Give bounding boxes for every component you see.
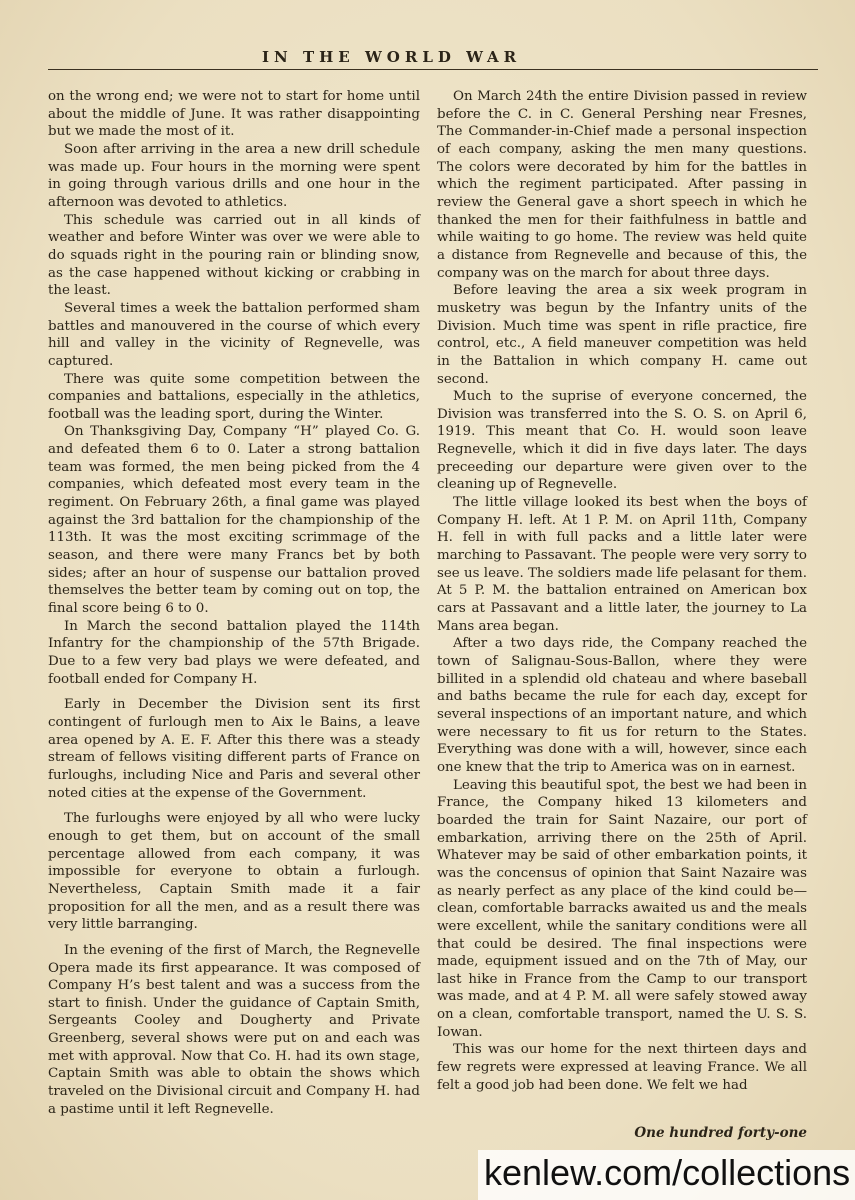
header-rule (48, 69, 818, 70)
paragraph: This schedule was carried out in all kinds of weather and before Winter was over we were able to do squads right in the pouring rain or blinding snow, as the case happened without kicking or crabbing in the least. (48, 212, 420, 299)
page-number-label: One hundred forty-one (634, 1125, 807, 1141)
paragraph: on the wrong end; we were not to start for home until about the middle of June. It was rather disappointing but we made the most of it. (48, 89, 420, 140)
left-column (48, 88, 420, 1118)
right-column (437, 88, 807, 1094)
paragraph: There was quite some competition between the companies and battalions, especially in the athletics, football was the leading sport, during the Winter. (48, 371, 420, 422)
paragraph: This was our home for the next thirteen days and few regrets were expressed at leaving France. We all felt a good job had been done. We felt we had (437, 1042, 807, 1093)
paragraph: After a two days ride, the Company reached the town of Salignau-Sous-Ballon, where they were billited in a splendid old chateau and where baseball and baths became the rule for each day, except for several inspections of an important nature, and which were necessary to fit us for return to the States. Everything was done with a will, however, since each one knew that the trip to America was on in earnest. (437, 636, 807, 775)
watermark: kenlew.com/collections (478, 1150, 855, 1200)
paragraph: Leaving this beautiful spot, the best we had been in France, the Company hiked 13 kilometers and boarded the train for Saint Nazaire, our port of embarkation, arriving there on the 25th of April. Whatever may be said of other embarkation points, it was the concensus of opinion that Saint Nazaire was as nearly perfect as any place of the kind could be—clean, comfortable barracks awaited us and the meals were excellent, while the sanitary conditions were all that could be desired. The final inspections were made, equipment issued and on the 7th of May, our last hike in France from the Camp to our transport was made, and at 4 P. M. all were safely stowed away on a clean, comfortable transport, named the U. S. S. Iowan. (437, 777, 807, 1040)
paragraph: On March 24th the entire Division passed in review before the C. in C. General Pershing near Fresnes, The Commander-in-Chief made a personal inspection of each company, asking the men many questions. The colors were decorated by him for the battles in which the regiment participated. After passing in review the General gave a short speech in which he thanked the men for their faithfulness in battle and while waiting to go home. The review was held quite a distance from Regnevelle and because of this, the company was on the march for about three days. (437, 89, 807, 281)
paragraph: The furloughs were enjoyed by all who were lucky enough to get them, but on account of the small percentage allowed from each company, it was impossible for everyone to obtain a furlough. Nevertheless, Captain Smith made it a fair proposition for all the men, and as a result there was very little barranging. (48, 811, 420, 933)
paragraph: Much to the suprise of everyone concerned, the Division was transferred into the S. O. S. on April 6, 1919. This meant that Co. H. would soon leave Regnevelle, which it did in five days later. The days preceeding our departure were given over to the cleaning up of Regnevelle. (437, 389, 807, 493)
paragraph: Before leaving the area a six week program in musketry was begun by the Infantry units of the Division. Much time was spent in rifle practice, fire control, etc., A field maneuver competition was held in the Battalion in which company H. came out second. (437, 283, 807, 387)
paragraph: The little village looked its best when the boys of Company H. left. At 1 P. M. on April 11th, Company H. fell in with full packs and a little later were marching to Passavant. The people were very sorry to see us leave. The soldiers made life pelasant for them. At 5 P. M. the battalion entrained on American box cars at Passavant and a little later, the journey to La Mans area began. (437, 495, 807, 634)
paragraph: In the evening of the first of March, the Regnevelle Opera made its first appearance. It was composed of Company H’s best talent and was a success from the start to finish. Under the guidance of Captain Smith, Sergeants Cooley and Dougherty and Private Greenberg, several shows were put on and each was met with approval. Now that Co. H. had its own stage, Captain Smith was able to obtain the shows which traveled on the Divisional circuit and Company H. had a pastime until it left Regnevelle. (48, 942, 420, 1117)
paragraph: On Thanksgiving Day, Company “H” played Co. G. and defeated them 6 to 0. Later a strong battalion team was formed, the men being picked from the 4 companies, which defeated most every team in the regiment. On February 26th, a final game was played against the 3rd battalion for the championship of the 113th. It was the most exciting scrimmage of the season, and there were many Francs bet by both sides; after an hour of suspense our battalion proved themselves the better team by coming out on top, the final score being 6 to 0. (48, 424, 420, 617)
paragraph: Early in December the Division sent its first contingent of furlough men to Aix le Bains, a leave area opened by A. E. F. After this there was a steady stream of fellows visiting different parts of France on furloughs, including Nice and Paris and several other noted cities at the expense of the Government. (48, 697, 420, 801)
paragraph: In March the second battalion played the 114th Infantry for the championship of the 57th Brigade. Due to a few very bad plays we were defeated, and football ended for Company H. (48, 618, 420, 687)
paragraph: Several times a week the battalion performed sham battles and manouvered in the course of which every hill and valley in the vicinity of Regnevelle, was captured. (48, 300, 420, 369)
paragraph: Soon after arriving in the area a new drill schedule was made up. Four hours in the morning were spent in going through various drills and one hour in the afternoon was devoted to athletics. (48, 141, 420, 210)
running-header: IN THE WORLD WAR (262, 48, 522, 66)
